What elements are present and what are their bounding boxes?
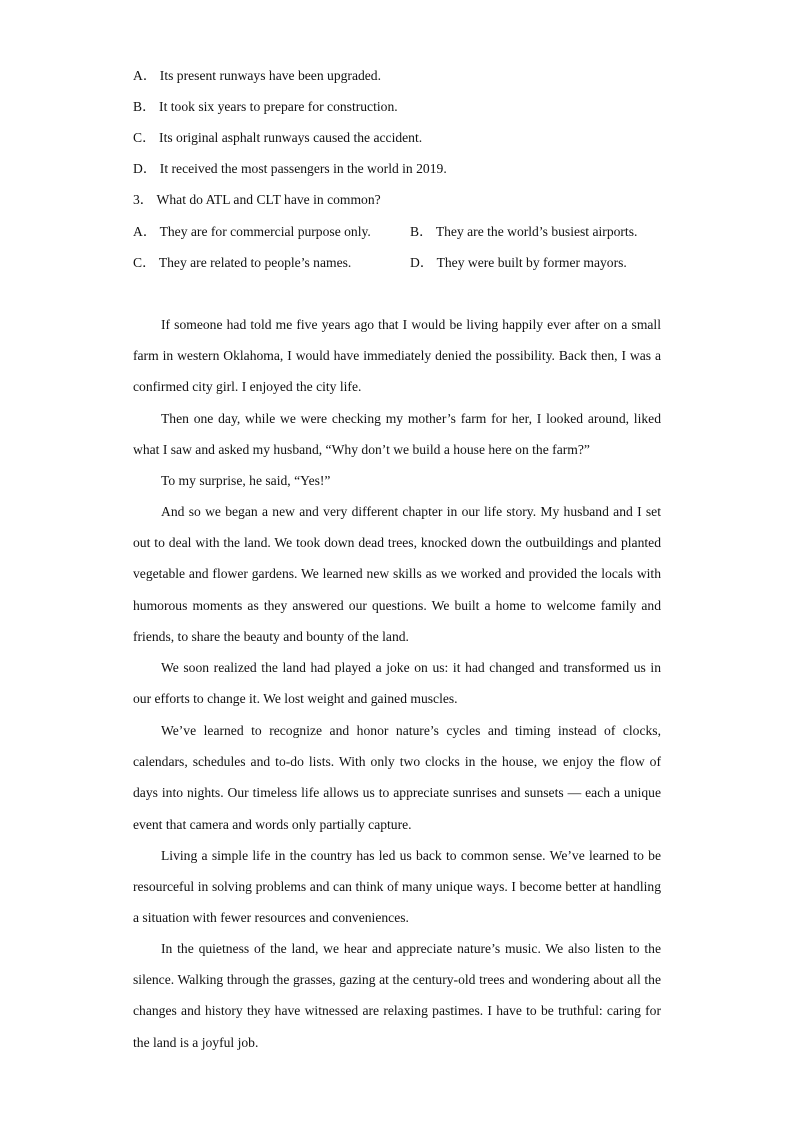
q3-option-d: D． They were built by former mayors. xyxy=(410,255,627,270)
passage-paragraph-6: We’ve learned to recognize and honor nature’s cycles and timing instead of clocks, calendars, schedules and to-do lists. With only two clocks in the house, we enjoy the flow of days into nights. Our timeless life allows us to appreciate sunrises and sunsets — each a unique event that camera and words only partially capture. xyxy=(133,723,661,832)
passage-paragraph-5: We soon realized the land had played a joke on us: it had changed and transformed us in our efforts to change it. We lost weight and gained muscles. xyxy=(133,660,661,707)
passage-paragraph-3: To my surprise, he said, “Yes!” xyxy=(161,473,331,488)
q3-option-b: B． They are the world’s busiest airports. xyxy=(410,224,638,239)
q3-option-a: A． They are for commercial purpose only. xyxy=(133,224,371,239)
q2-option-b: B． It took six years to prepare for construction. xyxy=(133,99,398,114)
q3-option-c: C． They are related to people’s names. xyxy=(133,255,352,270)
q2-option-d: D． It received the most passengers in the world in 2019. xyxy=(133,161,447,176)
q3-stem: 3． What do ATL and CLT have in common? xyxy=(133,192,381,207)
q2-option-c: C． Its original asphalt runways caused the accident. xyxy=(133,130,423,145)
passage-paragraph-8: In the quietness of the land, we hear and appreciate nature’s music. We also listen to the silence. Walking through the grasses, gazing at the century-old trees and wondering about all the changes and history they have witnessed are relaxing pastimes. I have to be truthful: caring for the land is a joyful job. xyxy=(133,941,661,1050)
passage-paragraph-7: Living a simple life in the country has led us back to common sense. We’ve learned to be resourceful in solving problems and can think of many unique ways. I become better at handling a situation with fewer resources and conveniences. xyxy=(133,848,661,926)
q2-option-a: A． Its present runways have been upgraded. xyxy=(133,68,382,83)
passage-paragraph-1: If someone had told me five years ago that I would be living happily ever after on a small farm in western Oklahoma, I would have immediately denied the possibility. Back then, I was a confirmed city girl. I enjoyed the city life. xyxy=(133,317,661,395)
passage-paragraph-2: Then one day, while we were checking my mother’s farm for her, I looked around, liked what I saw and asked my husband, “Why don’t we build a house here on the farm?” xyxy=(133,411,661,458)
passage-paragraph-4: And so we began a new and very different chapter in our life story. My husband and I set out to deal with the land. We took down dead trees, knocked down the outbuildings and planted vegetable and flower gardens. We learned new skills as we worked and provided the locals with humorous moments as they answered our questions. We built a home to welcome family and friends, to share the beauty and bounty of the land. xyxy=(133,504,661,644)
